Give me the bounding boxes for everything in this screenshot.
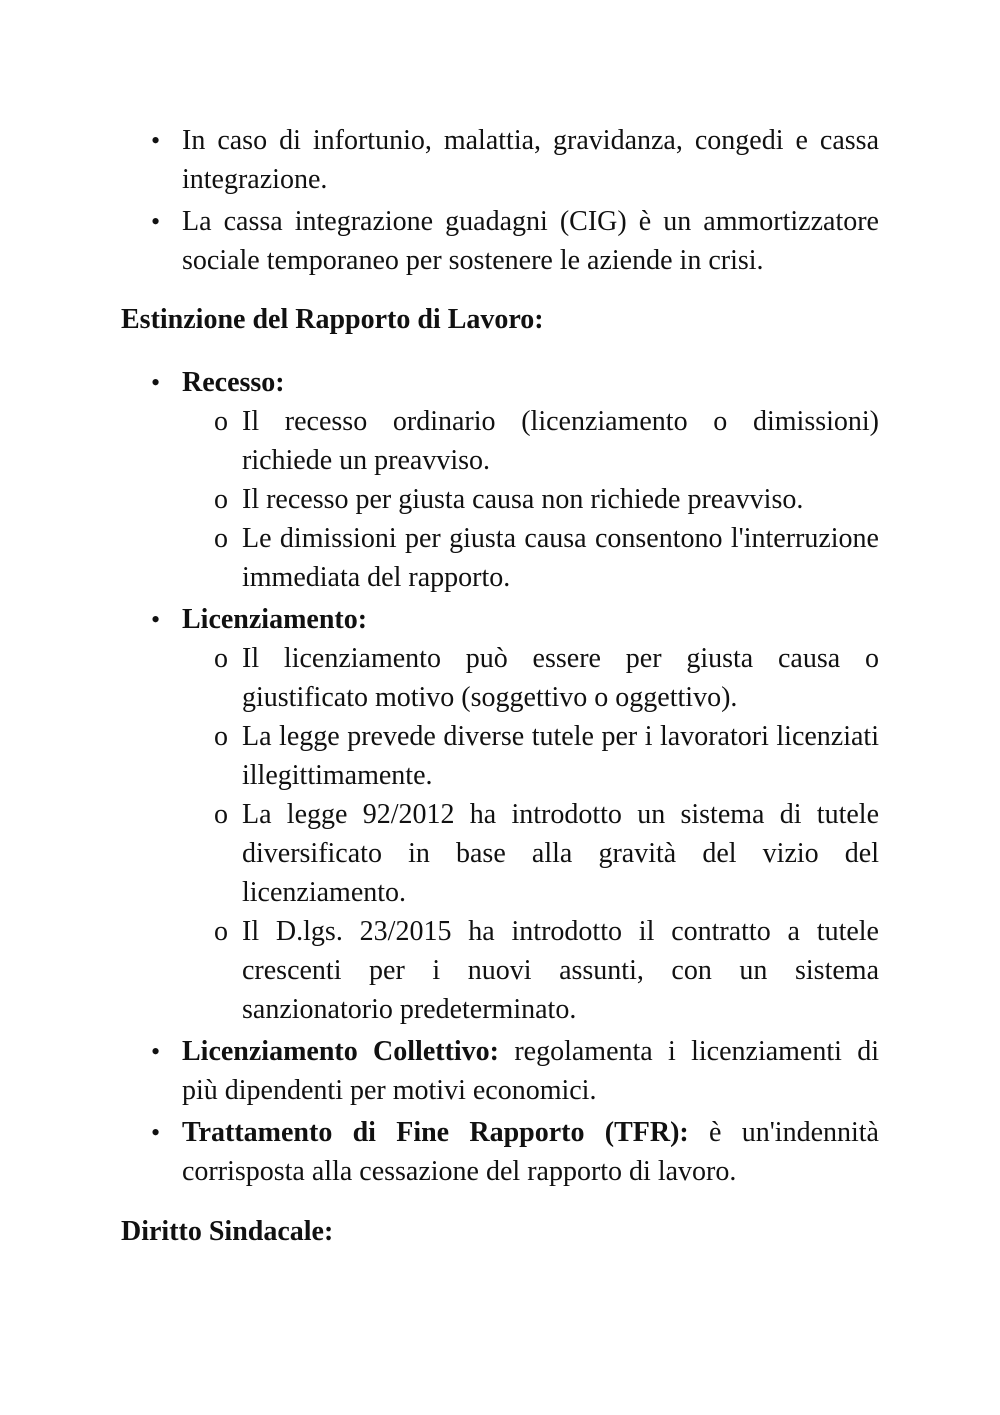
sublist-item [182, 480, 879, 519]
sublist-item [182, 717, 879, 795]
document-page [121, 121, 879, 1251]
recesso-sublist [182, 402, 879, 597]
sublist-item-text: Il D.lgs. 23/2015 ha introdotto il contratto a tutele crescenti per i nuovi assunti, con un sistema sanzionatorio predeterminato. [242, 916, 879, 1025]
list-item-licenziamento [121, 600, 879, 1029]
licenziamento-label: Licenziamento: [182, 604, 368, 635]
list-item [121, 121, 879, 199]
recesso-label: Recesso: [182, 367, 285, 398]
list-item-collettivo [121, 1032, 879, 1110]
collettivo-label: Licenziamento Collettivo: [182, 1036, 500, 1067]
list-item-recesso [121, 363, 879, 597]
collettivo-text: regolamenta i licenziamenti di più dipendenti per motivi economici. [182, 1036, 879, 1106]
sublist-item [182, 639, 879, 717]
list-item-text: La cassa integrazione guadagni (CIG) è un ammortizzatore sociale temporaneo per sostenere le aziende in crisi. [182, 206, 879, 276]
sublist-item-text: La legge 92/2012 ha introdotto un sistema di tutele diversificato in base alla gravità del vizio del licenziamento. [242, 799, 879, 908]
estinzione-list [121, 363, 879, 1191]
section-heading-diritto-sindacale: Diritto Sindacale: [121, 1216, 334, 1247]
tfr-text: è un'indennità corrisposta alla cessazione del rapporto di lavoro. [182, 1117, 879, 1187]
sublist-item-text: Il recesso per giusta causa non richiede preavviso. [242, 484, 804, 515]
sublist-item [182, 519, 879, 597]
section-heading-estinzione: Estinzione del Rapporto di Lavoro: [121, 304, 544, 335]
sublist-item [182, 402, 879, 480]
list-item [121, 202, 879, 280]
intro-list [121, 121, 879, 280]
tfr-label: Trattamento di Fine Rapporto (TFR): [182, 1117, 689, 1148]
list-item-tfr [121, 1113, 879, 1191]
sublist-item [182, 795, 879, 912]
licenziamento-sublist [182, 639, 879, 1029]
sublist-item-text: Il recesso ordinario (licenziamento o dimissioni) richiede un preavviso. [242, 406, 879, 476]
sublist-item [182, 912, 879, 1029]
list-item-text: In caso di infortunio, malattia, gravidanza, congedi e cassa integrazione. [182, 125, 879, 195]
sublist-item-text: Le dimissioni per giusta causa consentono l'interruzione immediata del rapporto. [242, 523, 879, 593]
sublist-item-text: La legge prevede diverse tutele per i lavoratori licenziati illegittimamente. [242, 721, 879, 791]
sublist-item-text: Il licenziamento può essere per giusta causa o giustificato motivo (soggettivo o oggettivo). [242, 643, 879, 713]
